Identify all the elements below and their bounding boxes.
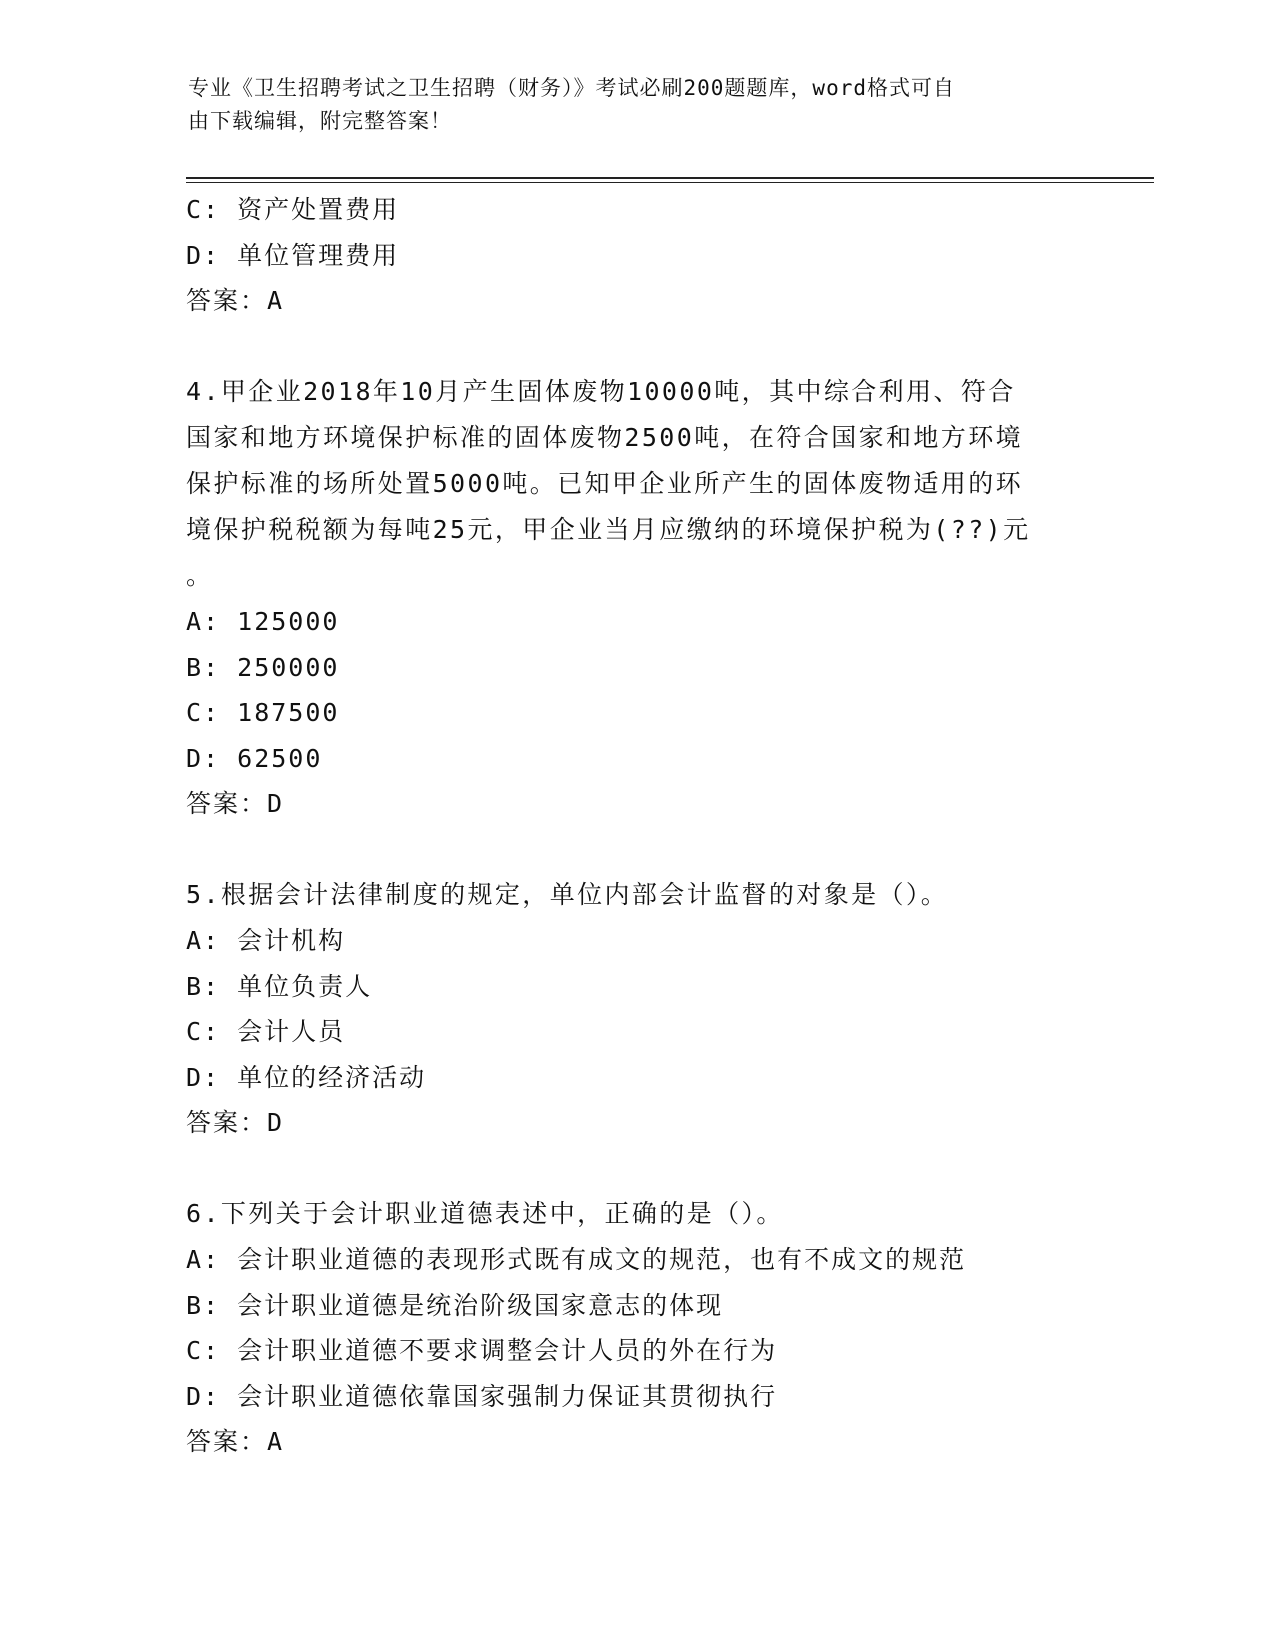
question-content <box>186 187 1086 1465</box>
option-a: A: 125000 <box>186 607 340 636</box>
option-d: D: 单位管理费用 <box>186 240 400 270</box>
question-3-tail <box>186 187 1086 324</box>
option-b: B: 250000 <box>186 652 340 682</box>
option-c: C: 会计职业道德不要求调整会计人员的外在行为 <box>186 1336 778 1365</box>
question-text-line: 。 <box>186 561 214 590</box>
question-text: 5.根据会计法律制度的规定，单位内部会计监督的对象是（）。 <box>186 880 949 909</box>
question-6 <box>186 1191 1086 1465</box>
option-d: D: 会计职业道德依靠国家强制力保证其贯彻执行 <box>186 1381 778 1411</box>
option-a: A: 会计职业道德的表现形式既有成文的规范，也有不成文的规范 <box>186 1245 967 1274</box>
question-4 <box>186 369 1086 827</box>
header-line-2: 由下载编辑，附完整答案！ <box>188 109 452 133</box>
question-text: 6.下列关于会计职业道德表述中，正确的是（）。 <box>186 1199 784 1228</box>
option-d: D: 单位的经济活动 <box>186 1062 427 1092</box>
question-text-line: 保护标准的场所处置5000吨。已知甲企业所产生的固体废物适用的环 <box>186 469 1024 498</box>
answer-line: 答案：D <box>186 1108 285 1137</box>
question-text-line: 境保护税税额为每吨25元，甲企业当月应缴纳的环境保护税为(??)元 <box>186 515 1031 544</box>
option-b: B: 会计职业道德是统治阶级国家意志的体现 <box>186 1290 724 1320</box>
question-text-line: 4.甲企业2018年10月产生固体废物10000吨，其中综合利用、符合 <box>186 377 1016 406</box>
answer-line: 答案：D <box>186 789 285 818</box>
header-rule-thick <box>186 177 1154 179</box>
spacer <box>186 827 1086 872</box>
option-d: D: 62500 <box>186 743 323 773</box>
answer-line: 答案：A <box>186 286 285 315</box>
question-text-line: 国家和地方环境保护标准的固体废物2500吨，在符合国家和地方环境 <box>186 423 1024 452</box>
option-c: C: 187500 <box>186 698 340 727</box>
option-a: A: 会计机构 <box>186 926 346 955</box>
spacer <box>186 1146 1086 1191</box>
option-b: B: 单位负责人 <box>186 971 373 1001</box>
option-c: C: 会计人员 <box>186 1017 346 1046</box>
header-line-1: 专业《卫生招聘考试之卫生招聘（财务）》考试必刷200题题库，word格式可自 <box>188 76 955 100</box>
header-rule-thin <box>186 182 1154 183</box>
answer-line: 答案：A <box>186 1427 285 1456</box>
spacer <box>186 324 1086 369</box>
option-c: C: 资产处置费用 <box>186 195 400 224</box>
document-header <box>188 72 1068 138</box>
question-5 <box>186 872 1086 1146</box>
